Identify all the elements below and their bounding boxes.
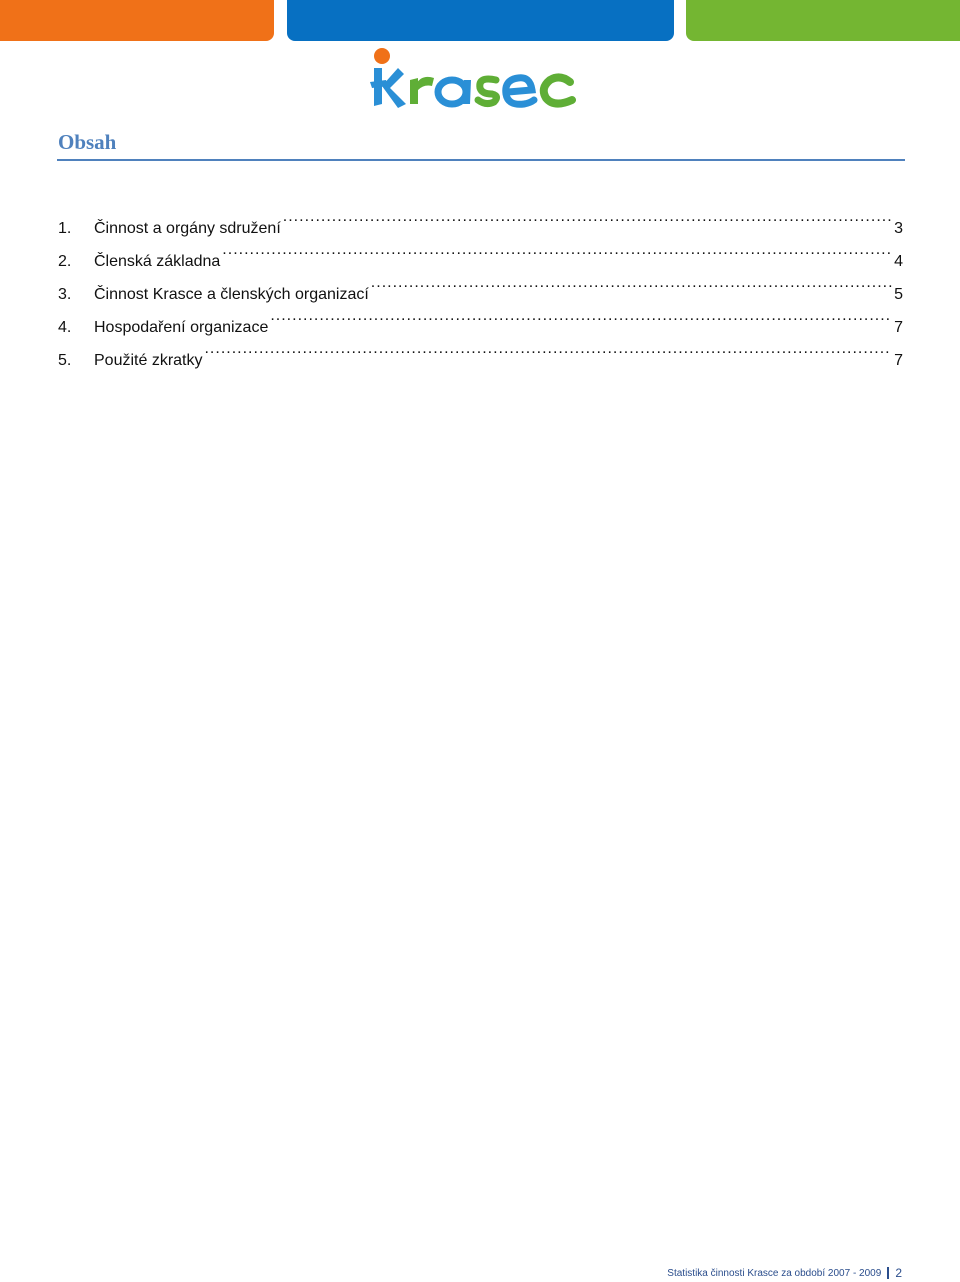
toc-entry-page: 7 — [894, 319, 903, 336]
toc-dot-leader — [371, 266, 892, 299]
page-footer — [667, 1266, 902, 1280]
toc-dot-leader — [222, 233, 892, 266]
krasec-logo — [368, 46, 578, 112]
toc-dot-leader — [204, 332, 892, 365]
toc-entry-title: Činnost Krasce a členských organizací — [94, 286, 369, 303]
toc-heading: Obsah — [58, 130, 117, 154]
toc-entry-number: 3. — [58, 286, 72, 303]
header-bar-blue — [287, 0, 674, 41]
toc-entry-page: 7 — [894, 352, 903, 369]
toc-entry-title: Hospodaření organizace — [94, 319, 269, 336]
toc-entry-number: 5. — [58, 352, 72, 369]
footer-text: Statistika činnosti Krasce za období 2007 - 2009 — [667, 1267, 882, 1279]
toc-entry-title: Činnost a orgány sdružení — [94, 220, 281, 237]
table-of-contents — [58, 200, 903, 369]
footer-separator — [887, 1267, 889, 1279]
toc-entry-number: 2. — [58, 253, 72, 270]
toc-dot-leader — [270, 299, 892, 332]
toc-entry-title: Použité zkratky — [94, 352, 203, 369]
heading-rule — [57, 159, 905, 161]
header-bar-green — [686, 0, 960, 41]
toc-entry-number: 1. — [58, 220, 72, 237]
toc-entry-number: 4. — [58, 319, 72, 336]
toc-entry-page: 3 — [894, 220, 903, 237]
toc-entry-page: 5 — [894, 286, 903, 303]
toc-entry-page: 4 — [894, 253, 903, 270]
toc-entry-title: Členská základna — [94, 253, 221, 270]
header-bar-orange — [0, 0, 274, 41]
footer-page-number: 2 — [895, 1266, 902, 1280]
toc-entry-1[interactable] — [58, 200, 903, 237]
toc-dot-leader — [283, 200, 892, 233]
